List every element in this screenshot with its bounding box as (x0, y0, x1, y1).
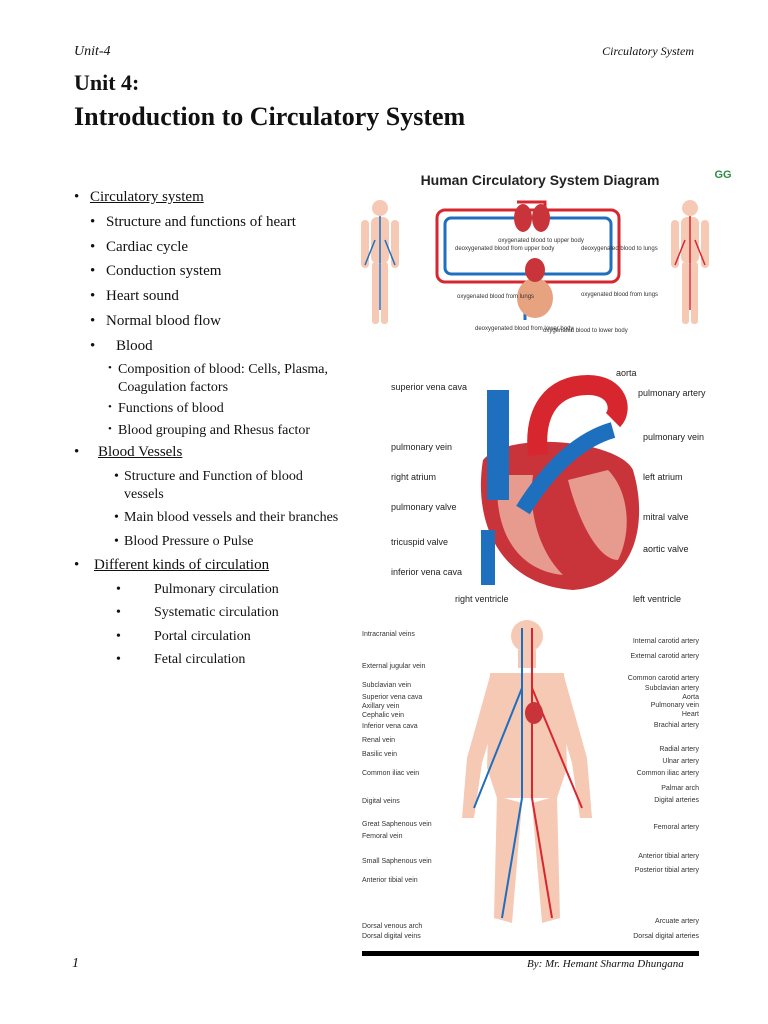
heart-anatomy-diagram (388, 360, 718, 615)
label-v-17: Dorsal digital veins (362, 933, 421, 940)
unit-label: Unit 4: (74, 70, 140, 95)
list-item: • Composition of blood: Cells, Plasma, Coagulation factors (108, 361, 344, 396)
label-v-14: Small Saphenous vein (362, 858, 432, 865)
label-right-atrium: right atrium (391, 472, 437, 482)
label-deoxy-lower: deoxygenated blood from lower body (475, 326, 574, 332)
label-v-4: Superior vena cava (362, 694, 423, 701)
label-superior-vena-cava: superior vena cava (391, 382, 468, 392)
footer-rule (362, 951, 699, 956)
list-item: • Pulmonary circulation (116, 581, 344, 599)
header-topic: Circulatory System (602, 44, 694, 58)
label-a-11: Common iliac artery (636, 770, 699, 777)
label-a-6: Pulmonary vein (650, 702, 699, 709)
label-a-7: Heart (681, 711, 699, 718)
label-oxygen-lower: oxygenated blood to lower body (543, 328, 628, 334)
label-oxygen-upper: oxygenated blood to upper body (498, 238, 584, 244)
outline-circulatory-system: Circulatory system (90, 189, 204, 205)
list-item: • Systematic circulation (116, 604, 344, 622)
label-v-16: Dorsal venous arch (362, 923, 423, 930)
label-v-10: Common iliac vein (362, 770, 420, 777)
label-v-12: Great Saphenous vein (362, 821, 432, 828)
label-a-1: Internal carotid artery (632, 638, 699, 645)
page-title: Introduction to Circulatory System (74, 102, 466, 131)
label-a-14: Femoral artery (653, 824, 699, 831)
body-vessels-icon (462, 620, 592, 923)
list-item: • Conduction system (90, 262, 344, 281)
label-a-2: External carotid artery (630, 653, 699, 660)
label-a-16: Posterior tibial artery (634, 867, 699, 874)
label-a-17: Arcuate artery (655, 918, 699, 925)
list-item: • Cardiac cycle (90, 238, 344, 257)
list-item: • Portal circulation (116, 628, 344, 646)
label-deoxy-lungs: deoxygenated blood to lungs (581, 246, 658, 252)
label-v-9: Basilic vein (362, 751, 398, 758)
label-v-1: Intracranial veins (362, 631, 415, 638)
header-unit: Unit-4 (74, 44, 111, 59)
label-v-15: Anterior tibial vein (362, 877, 418, 884)
label-left-ventricle: left ventricle (633, 594, 682, 604)
outline-blood-vessels: Blood Vessels (98, 444, 183, 461)
blood-vessels-diagram (362, 618, 702, 946)
label-left-atrium: left atrium (643, 472, 683, 482)
label-a-10: Ulnar artery (662, 758, 699, 765)
label-a-4: Subclavian artery (644, 685, 699, 692)
outline-blood: Blood (116, 337, 153, 354)
label-v-2: External jugular vein (362, 663, 426, 670)
label-a-18: Dorsal digital arteries (633, 933, 699, 940)
label-v-11: Digital veins (362, 798, 400, 805)
circulatory-diagram (345, 160, 745, 350)
list-item (74, 443, 344, 462)
list-item: • Heart sound (90, 287, 344, 306)
lungs-icon (514, 204, 550, 232)
list-item: • Blood Pressure o Pulse (114, 533, 344, 551)
list-item (74, 188, 344, 207)
label-v-8: Renal vein (362, 737, 396, 744)
label-a-9: Radial artery (659, 746, 699, 753)
label-v-3: Subclavian vein (362, 682, 412, 689)
label-inferior-vena-cava: inferior vena cava (391, 567, 463, 577)
author-signature: By: Mr. Hemant Sharma Dhungana (527, 958, 684, 970)
page-number: 1 (72, 956, 79, 971)
topic-outline (74, 188, 344, 675)
label-v-13: Femoral vein (362, 833, 403, 840)
figure3-left-labels (362, 631, 432, 940)
label-v-7: Inferior vena cava (362, 723, 418, 730)
label-pulmonary-vein-right: pulmonary vein (643, 432, 705, 442)
body-silhouette-left (361, 200, 399, 324)
list-item (74, 556, 344, 575)
label-mitral-valve: mitral valve (643, 512, 689, 522)
label-oxygen-lungs-right: oxygenated blood from lungs (581, 292, 659, 298)
label-a-8: Brachial artery (653, 722, 699, 729)
label-a-12: Palmar arch (661, 785, 699, 792)
label-pulmonary-artery: pulmonary artery (638, 388, 706, 398)
label-pulmonary-valve: pulmonary valve (391, 502, 457, 512)
list-item: • Main blood vessels and their branches (114, 509, 344, 527)
outline-circulation: Different kinds of circulation (94, 557, 270, 573)
figure3-right-labels (628, 638, 700, 940)
label-aortic-valve: aortic valve (643, 544, 689, 554)
label-tricuspid-valve: tricuspid valve (391, 537, 449, 547)
label-pulmonary-vein-left: pulmonary vein (391, 442, 453, 452)
list-item: • Blood grouping and Rhesus factor (108, 422, 344, 440)
label-a-5: Aorta (682, 694, 699, 701)
list-item: • Structure and Function of blood vessels (114, 468, 344, 503)
label-a-15: Anterior tibial artery (638, 853, 699, 860)
heart-icon (517, 258, 553, 318)
heart-illustration-icon (481, 385, 639, 590)
list-item: • Normal blood flow (90, 312, 344, 331)
list-item: • Functions of blood (108, 400, 344, 418)
label-v-5: Axillary vein (362, 703, 400, 710)
list-item (90, 337, 344, 356)
geeks-logo-icon: GG (714, 169, 732, 181)
body-silhouette-right (671, 200, 709, 324)
label-a-3: Common carotid artery (627, 675, 699, 682)
figure1-labels (455, 238, 658, 334)
list-item: • Fetal circulation (116, 651, 344, 669)
figure1-title: Human Circulatory System Diagram (420, 172, 660, 188)
label-oxygen-lungs-left: oxygenated blood from lungs (457, 294, 535, 300)
label-a-13: Digital arteries (654, 797, 699, 804)
label-v-6: Cephalic vein (362, 712, 405, 719)
label-deoxy-upper: deoxygenated blood from upper body (455, 246, 555, 252)
label-aorta: aorta (616, 368, 637, 378)
label-right-ventricle: right ventricle (455, 594, 509, 604)
list-item: • Structure and functions of heart (90, 213, 344, 232)
